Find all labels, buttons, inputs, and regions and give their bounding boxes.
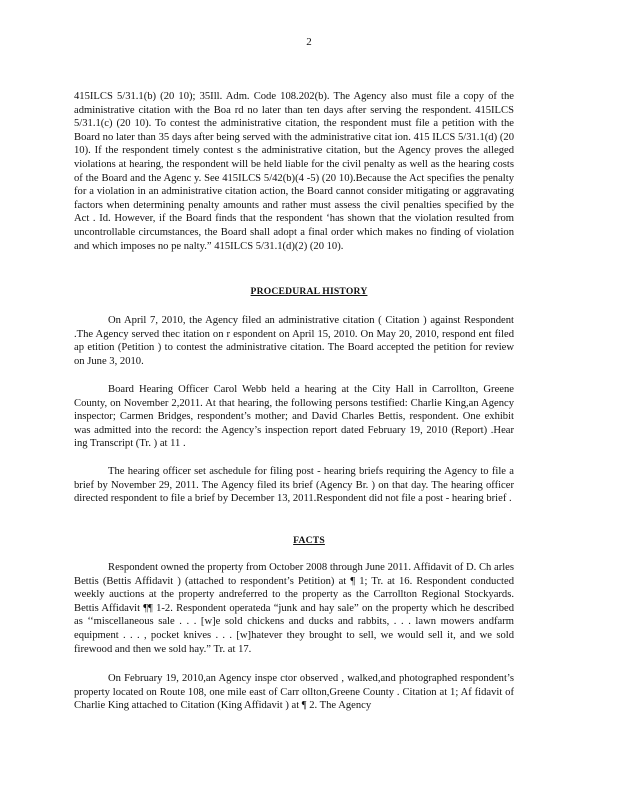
page-number: 2 — [306, 36, 312, 48]
paragraph-hearing — [74, 383, 514, 451]
paragraph-text: On April 7, 2010, the Agency filed an administrative citation ( Citation ) against Respondent .The Agency served thec itation on r espondent on April 15, 2010. On May 20, 2010, respond ent filed ap etition (Petition ) to contest the administrative citation. The Board accepted the petition for review on June 3, 2010. — [74, 315, 514, 367]
paragraph-citation-filing — [74, 314, 514, 368]
paragraph-briefing-schedule — [74, 465, 514, 506]
heading-text: PROCEDURAL HISTORY — [250, 286, 368, 297]
paragraph-text: 415ILCS 5/31.1(b) (20 10); 35Ill. Adm. Code 108.202(b). The Agency also must file a copy of the administrative citation with the Boa rd no later than ten days after serving the respondent. 415ILCS 5/31.1(c) (20 10). To contest the administrative citation, the respondent must file a petition with the Board no later than 35 days after being served with the administrative citat ion. 415 ILCS 5/31.1(d) (20 10). If the respondent timely contest s the administrative citation, but the Agency proves the alleged violations at hearing, the respondent will be held liable for the civil penalty as well as the hearing costs of the Board and the Agenc y. See 415ILCS 5/42(b)(4 -5) (20 10).Because the Act specifies the penalty for a violation in an administrative citation action, the Board cannot consider mitigating or aggravating factors when determining penalty amounts and rather must assess the civil penalties specified by the Act . Id. However, if the Board finds that the respondent ‘has shown that the violation resulted from uncontrollable circumstances, the Board shall adopt a final order which makes no finding of violation and which imposes no pe nalty.” 415ILCS 5/31.1(d)(2) (20 10). — [74, 91, 514, 252]
heading-procedural-history — [0, 285, 618, 299]
paragraph-text: Board Hearing Officer Carol Webb held a hearing at the City Hall in Carrollton, Greene County, on November 2,2011. At that hearing, the following persons testified: Charlie King,an Agency inspector; Carmen Bridges, respondent’s mother; and David Charles Bettis, respondent. One exhibit was admitted into the record: the Agency’s inspection report dated February 19, 2010 (Report) .Hear ing Transcript (Tr. ) at 11 . — [74, 384, 514, 450]
paragraph-text: On February 19, 2010,an Agency inspe ctor observed , walked,and photographed respondent’s property located on Route 108, one mile east of Carr ollton,Greene County . Citation at 1; Af fidavit of Charlie King attached to Citation (King Affidavit ) at ¶ 2. The Agency — [74, 673, 514, 712]
paragraph-property-ownership — [74, 561, 514, 656]
paragraph-text: Respondent owned the property from October 2008 through June 2011. Affidavit of D. Ch arles Bettis (Bettis Affidavit ) (attached to respondent’s Petition) at ¶ 1; Tr. at 16. Respondent conducted weekly auctions at the property andreferred to the property as the Carrollton Regional Stockyards. Bettis Affidavit ¶¶ 1-2. Respondent operateda “junk and hay sale” on the property which he described as ‘‘miscellaneous sale . . . [w]e sold chickens and ducks and rabbits, . . . lawn mowers andfarm equipment . . . , pocket knives . . . [w]hatever they brought to sell, we would sell it, and we sold firewood and then we sold hay.” Tr. at 17. — [74, 562, 514, 655]
heading-text: FACTS — [293, 535, 325, 546]
paragraph-text: The hearing officer set aschedule for filing post - hearing briefs requiring the Agency to file a brief by November 29, 2011. The Agency filed its brief (Agency Br. ) on that day. The hearing officer directed respondent to file a brief by December 13, 2011.Respondent did not file a post - hearing brief . — [74, 466, 514, 505]
paragraph-statutory-framework — [74, 90, 514, 253]
paragraph-inspection — [74, 672, 514, 713]
heading-facts — [0, 534, 618, 548]
